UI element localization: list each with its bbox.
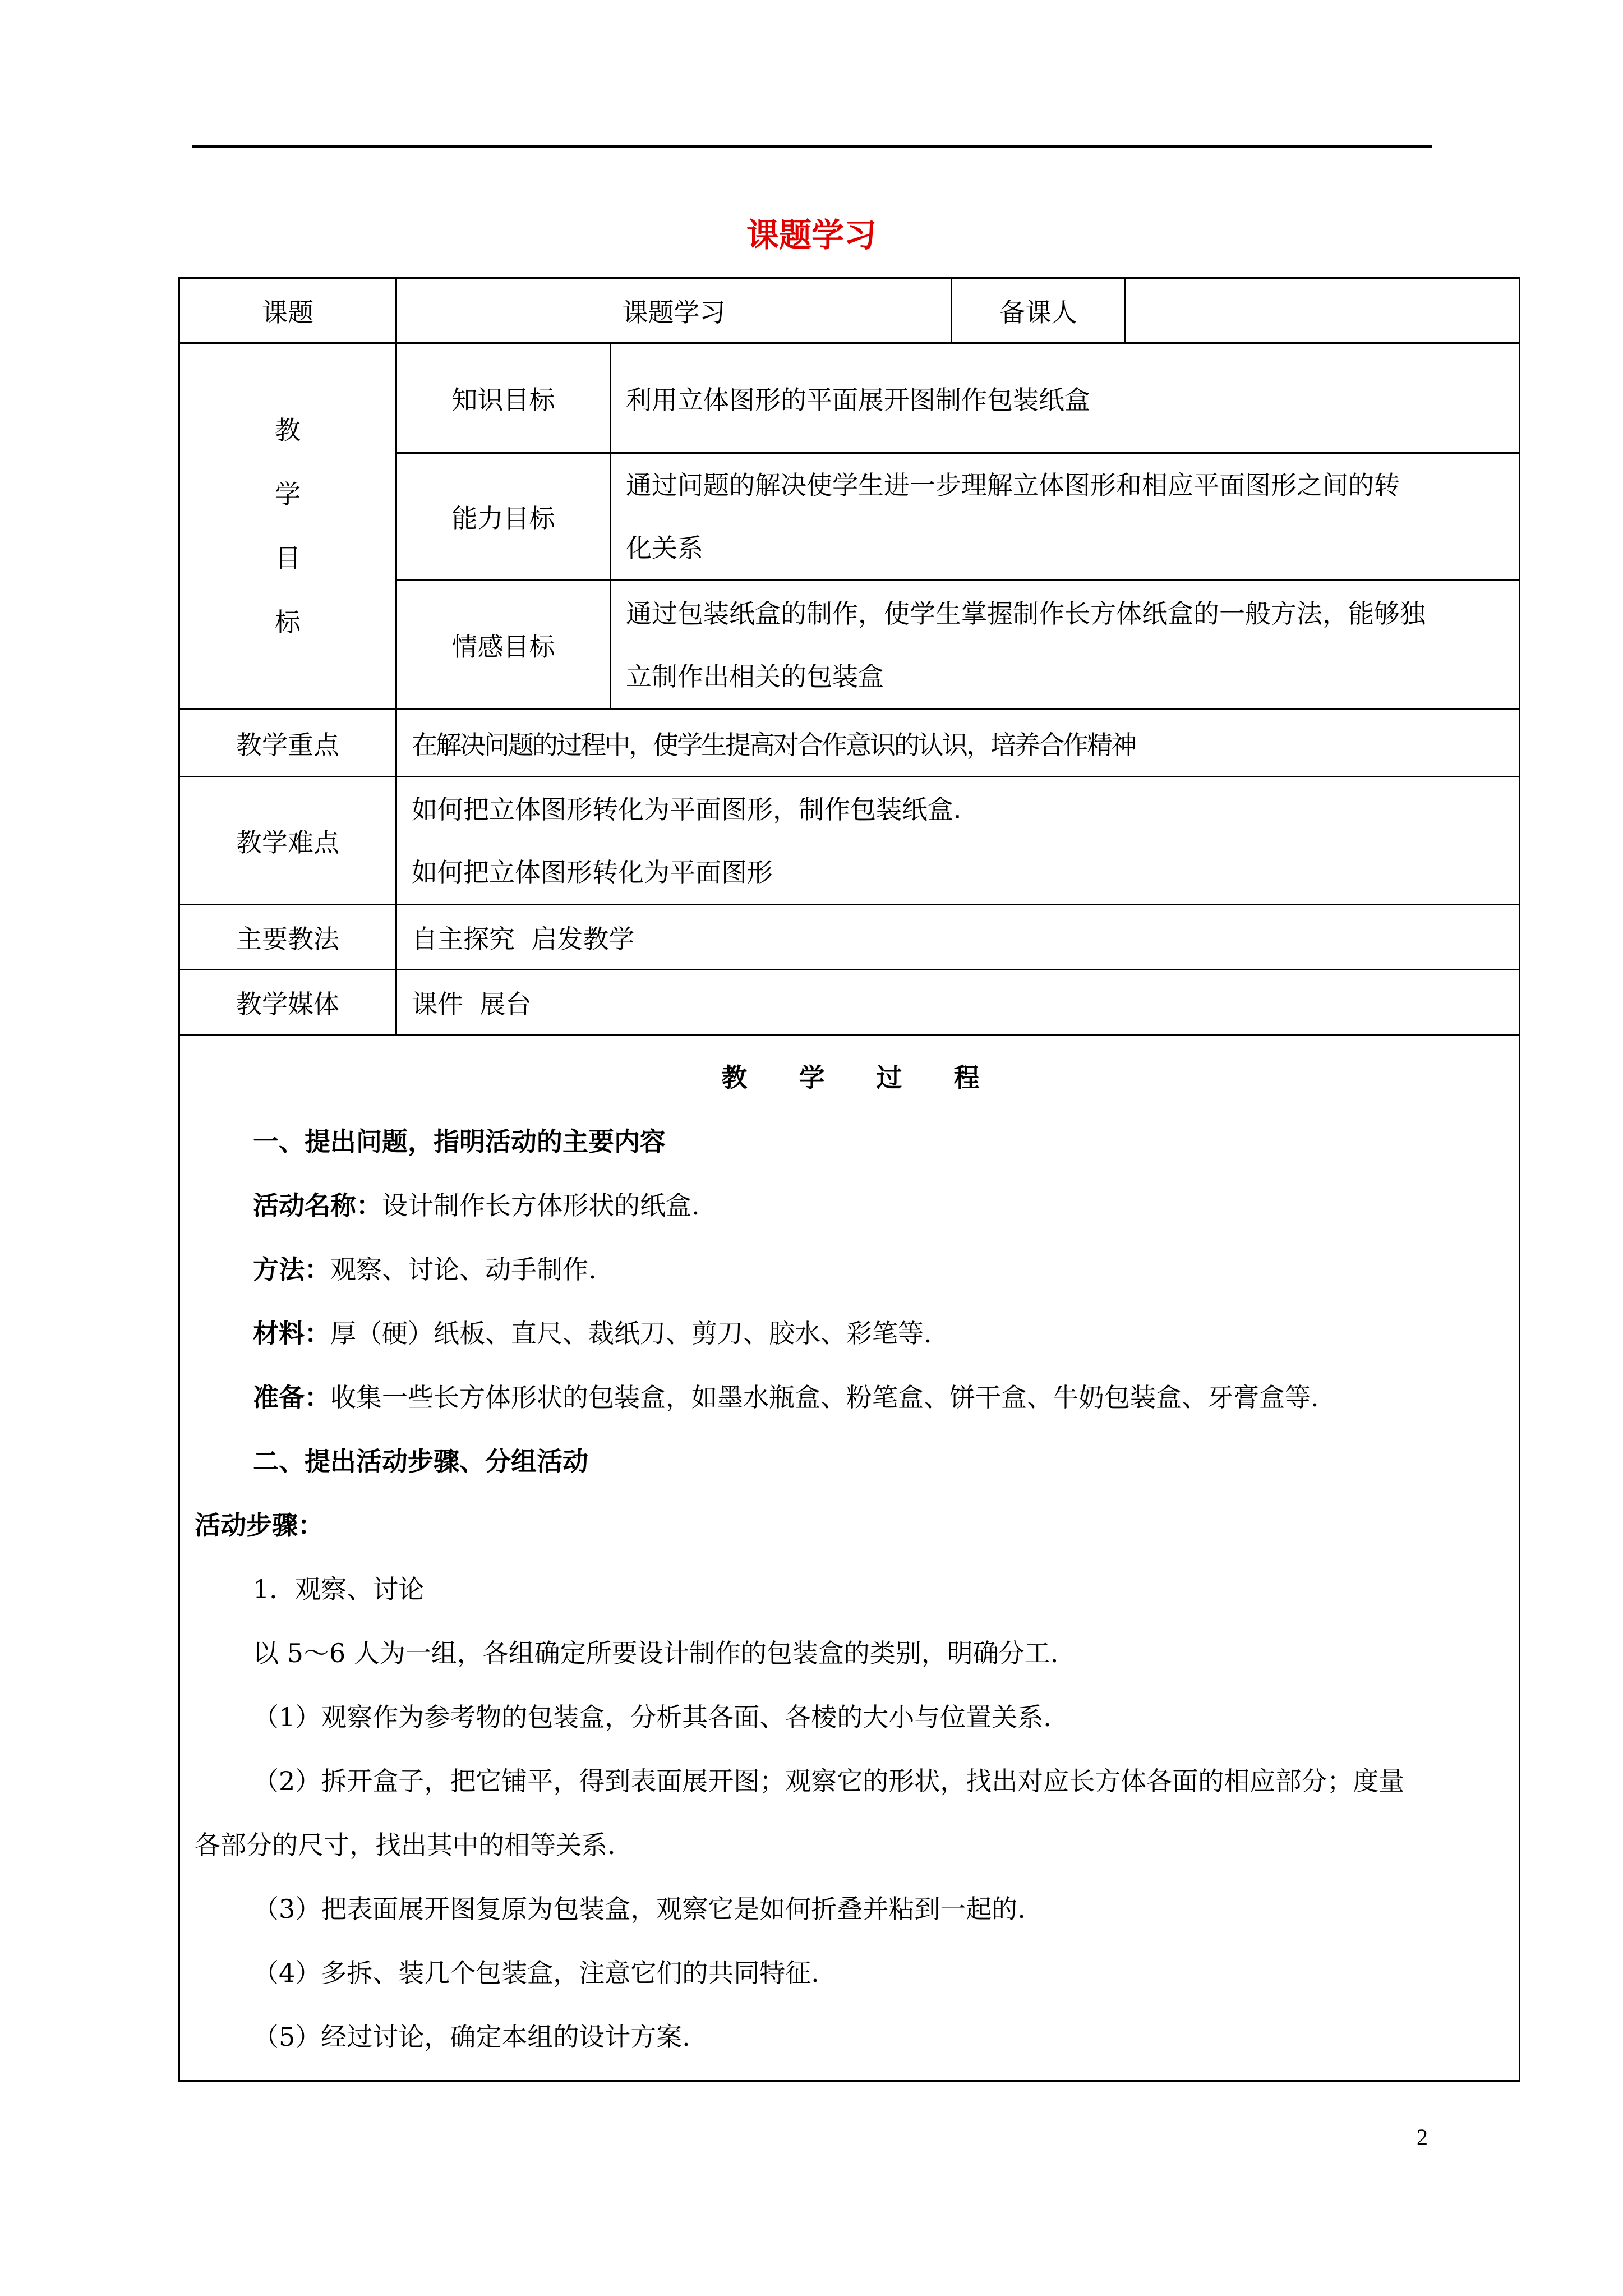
section-1-heading: 一、提出问题，指明活动的主要内容 xyxy=(253,1126,666,1157)
media-text: 课件 展台 xyxy=(396,970,1520,1035)
process-heading: 教 学 过 程 xyxy=(721,1062,980,1093)
media-row xyxy=(179,970,1520,1035)
knowledge-objective-text: 利用立体图形的平面展开图制作包装纸盒 xyxy=(611,343,1520,453)
process-method-text: 观察、讨论、动手制作. xyxy=(330,1254,597,1285)
ability-line-1: 通过问题的解决使学生进一步理解立体图形和相应平面图形之间的转 xyxy=(626,470,1400,500)
prep-label: 准备： xyxy=(253,1382,330,1412)
materials-label: 材料： xyxy=(253,1318,330,1349)
emotion-line-1: 通过包装纸盒的制作，使学生掌握制作长方体纸盒的一般方法，能够独 xyxy=(626,598,1426,629)
step-item-5: （5）经过讨论，确定本组的设计方案. xyxy=(253,2022,690,2052)
materials-line xyxy=(195,1301,1506,1365)
ability-objective-label: 能力目标 xyxy=(396,453,611,581)
teaching-process xyxy=(180,1036,1519,2080)
activity-name-label: 活动名称： xyxy=(253,1190,382,1221)
steps-label: 活动步骤： xyxy=(195,1510,324,1540)
method-line xyxy=(195,1237,1506,1301)
difficulty-row xyxy=(179,777,1520,905)
teaching-objectives-label xyxy=(179,343,396,710)
emotion-objective-text xyxy=(611,581,1520,710)
emotion-line-2: 立制作出相关的包装盒 xyxy=(626,661,884,692)
difficulty-text xyxy=(396,777,1520,905)
difficulty-line-2: 如何把立体图形转化为平面图形 xyxy=(412,857,773,887)
method-text: 自主探究 启发教学 xyxy=(396,905,1520,970)
knowledge-objective-label: 知识目标 xyxy=(396,343,611,453)
objectives-char-1: 教 xyxy=(275,415,301,445)
group-text: 以 5～6 人为一组，各组确定所要设计制作的包装盒的类别，明确分工. xyxy=(253,1638,1059,1668)
activity-name-line xyxy=(195,1174,1506,1237)
activity-name-text: 设计制作长方体形状的纸盒. xyxy=(382,1190,700,1221)
prep-text: 收集一些长方体形状的包装盒，如墨水瓶盒、粉笔盒、饼干盒、牛奶包装盒、牙膏盒等. xyxy=(330,1382,1319,1412)
step-1: 1．观察、讨论 xyxy=(253,1574,425,1604)
difficulty-label: 教学难点 xyxy=(179,777,396,905)
process-row xyxy=(179,1035,1520,2081)
materials-text: 厚（硬）纸板、直尺、裁纸刀、剪刀、胶水、彩笔等. xyxy=(330,1318,932,1349)
topic-label: 课题 xyxy=(179,278,396,343)
step-item-2-line-2: 各部分的尺寸，找出其中的相等关系. xyxy=(195,1830,616,1860)
difficulty-line-1: 如何把立体图形转化为平面图形，制作包装纸盒. xyxy=(412,794,962,825)
method-label: 主要教法 xyxy=(179,905,396,970)
preparer-value xyxy=(1126,278,1520,343)
emotion-objective-label: 情感目标 xyxy=(396,581,611,710)
preparer-label: 备课人 xyxy=(952,278,1126,343)
step-item-3: （3）把表面展开图复原为包装盒，观察它是如何折叠并粘到一起的. xyxy=(253,1894,1026,1924)
step-item-1: （1）观察作为参考物的包装盒，分析其各面、各棱的大小与位置关系. xyxy=(253,1702,1052,1732)
prep-line xyxy=(195,1365,1506,1429)
document-title: 课题学习 xyxy=(746,216,877,254)
step-item-4: （4）多拆、装几个包装盒，注意它们的共同特征. xyxy=(253,1958,819,1988)
header-rule xyxy=(192,145,1432,148)
topic-row xyxy=(179,278,1520,343)
lesson-plan-table xyxy=(178,277,1520,2082)
ability-objective-text xyxy=(611,453,1520,581)
objectives-char-4: 标 xyxy=(275,607,301,637)
step-item-2-line-1: （2）拆开盒子，把它铺平，得到表面展开图；观察它的形状，找出对应长方体各面的相应部分；度量 xyxy=(253,1766,1405,1796)
key-point-row xyxy=(179,710,1520,777)
section-2-heading: 二、提出活动步骤、分组活动 xyxy=(253,1446,588,1476)
key-point-label: 教学重点 xyxy=(179,710,396,777)
ability-line-2: 化关系 xyxy=(626,533,703,563)
topic-value: 课题学习 xyxy=(396,278,952,343)
teaching-process-cell xyxy=(179,1035,1520,2081)
objectives-char-3: 目 xyxy=(275,543,301,573)
media-label: 教学媒体 xyxy=(179,970,396,1035)
key-point-text: 在解决问题的过程中，使学生提高对合作意识的认识，培养合作精神 xyxy=(396,710,1520,777)
method-row xyxy=(179,905,1520,970)
process-method-label: 方法： xyxy=(253,1254,330,1285)
objective-knowledge-row xyxy=(179,343,1520,453)
objectives-char-2: 学 xyxy=(275,479,301,509)
page-number: 2 xyxy=(1417,2124,1428,2150)
